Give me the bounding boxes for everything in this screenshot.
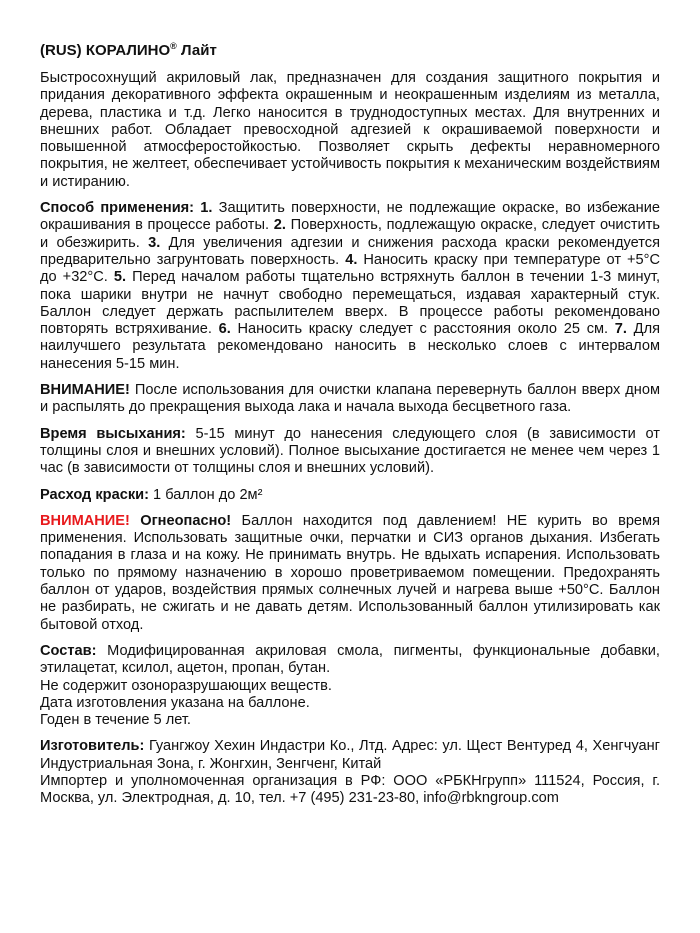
consumption-heading: Расход краски: xyxy=(40,486,149,503)
flammability-warning-text: Баллон находится под давлением! НЕ курить во время применения. Использовать защитные очки, перчатки и СИЗ органов дыхания. Избегать попадания в глаза и на кожу. Не принимать внутрь. Не вдыхать испарения. Использовать только по прямому назначению в хорошо проветриваемом помещении. Предохранять баллон от ударов, воздействия прямых солнечных лучей и нагрева выше +50°С. Баллон не разбирать, не сжигать и не давать детям. Использованный баллон утилизировать как бытовой отход. xyxy=(40,512,660,633)
manufacturer-heading: Изготовитель: xyxy=(40,738,149,755)
step-text: Перед началом работы тщательно встряхнуть баллон в течении 1-3 минут, пока шарики внутри не начнут свободно перемещаться, издавая характерный стук. Баллон следует держать распылителем вверх. В процессе работы рекомендовано повторять встряхивание. xyxy=(40,269,661,338)
step-number: 3. xyxy=(148,234,161,251)
consumption-text: 1 баллон до 2м² xyxy=(148,486,263,503)
manufacturer-text: Гуангжоу Хехин Индастри Ко., Лтд. Адрес: ул. Щест Вентуред 4, Хенгчуанг Индустриальная Зона, г. Жонгхин, Зенгченг, Китай xyxy=(40,738,660,772)
product-title-variant: Лайт xyxy=(176,42,217,59)
flammable-label: Огнеопасно! xyxy=(129,512,232,529)
flammability-warning-paragraph xyxy=(40,513,660,634)
ozone-note: Не содержит озоноразрушающих веществ. xyxy=(40,677,332,694)
manufacturer-section xyxy=(40,738,660,807)
registered-trademark-icon: ® xyxy=(170,41,177,51)
step-text: Для наилучшего результата рекомендовано наносить в несколько слоев с интервалом нанесения 5-15 мин. xyxy=(40,321,660,372)
product-title-name: (RUS) КОРАЛИНО xyxy=(40,42,171,59)
composition-paragraph xyxy=(40,643,660,678)
step-text: Наносить краску при температуре от +5°С до +32°С. xyxy=(40,251,660,286)
importer-paragraph: Импортер и уполномоченная организация в РФ: ООО «РБКНгрупп» 111524, Россия, г. Москва, ул. Электродная, д. 10, тел. +7 (495) 231-23-80, info@rbkngroup.com xyxy=(40,772,660,807)
intro-paragraph xyxy=(40,70,660,191)
step-text: Для увеличения адгезии и снижения расхода краски рекомендуется предварительно загрунтовать поверхность. xyxy=(40,234,660,268)
step-number: 5. xyxy=(113,269,127,286)
composition-text: Модифицированная акриловая смола, пигменты, функциональные добавки, этилацетат, ксилол, ацетон, пропан, бутан. xyxy=(40,642,660,677)
shelf-life-note: Годен в течение 5 лет. xyxy=(40,712,191,729)
paint-consumption-paragraph xyxy=(40,487,660,504)
step-text: Поверхность, подлежащую окраске, следует очистить и обезжирить. xyxy=(40,217,660,251)
warning-text: После использования для очистки клапана перевернуть баллон вверх дном и распылять до прекращения выхода лака и начала выхода бесцветного газа. xyxy=(40,382,660,416)
product-title xyxy=(40,42,660,60)
step-text: Наносить краску следует с расстояния около 25 см. xyxy=(230,321,615,338)
step-number: 6. xyxy=(218,321,231,338)
warning-heading: ВНИМАНИЕ! xyxy=(40,382,130,399)
composition-section xyxy=(40,643,660,729)
step-number: 7. xyxy=(614,321,627,338)
flammability-warning-heading: ВНИМАНИЕ! xyxy=(40,512,130,529)
manufacturer-paragraph xyxy=(40,738,660,773)
step-number: 2. xyxy=(273,217,286,234)
production-date-note: Дата изготовления указана на баллоне. xyxy=(40,694,310,711)
drying-time-paragraph xyxy=(40,426,660,478)
step-number: 4. xyxy=(345,251,358,268)
composition-heading: Состав: xyxy=(40,642,97,659)
step-text: Защитить поверхности, не подлежащие окраске, во избежание окрашивания в процессе работы. xyxy=(40,200,660,234)
usage-heading: Способ применения: xyxy=(40,200,201,217)
usage-instructions-paragraph xyxy=(40,200,660,373)
intro-text: Быстросохнущий акриловый лак, предназначен для создания защитного покрытия и придания декоративного эффекта окрашенным и неокрашенным изделиям из металла, дерева, пластика и т.д. Легко наносится в труднодоступных местах. Для внутренних и внешних работ. Обладает превосходной адгезией к окрашиваемой поверхности и повышенной атмосферостойкостью. Позволяет скрыть дефекты неравномерного покрытия, не желтеет, обеспечивает устойчивость покрытия к механическим воздействиям и истиранию. xyxy=(40,70,660,190)
drying-time-heading: Время высыхания: xyxy=(40,425,186,442)
valve-cleaning-warning-paragraph xyxy=(40,382,660,417)
drying-time-text: 5-15 минут до нанесения следующего слоя (в зависимости от толщины слоя и внешних условий). Полное высыхание достигается не менее чем через 1 час (в зависимости от толщины слоя и внешних условий). xyxy=(40,425,660,477)
step-number: 1. xyxy=(200,200,213,217)
